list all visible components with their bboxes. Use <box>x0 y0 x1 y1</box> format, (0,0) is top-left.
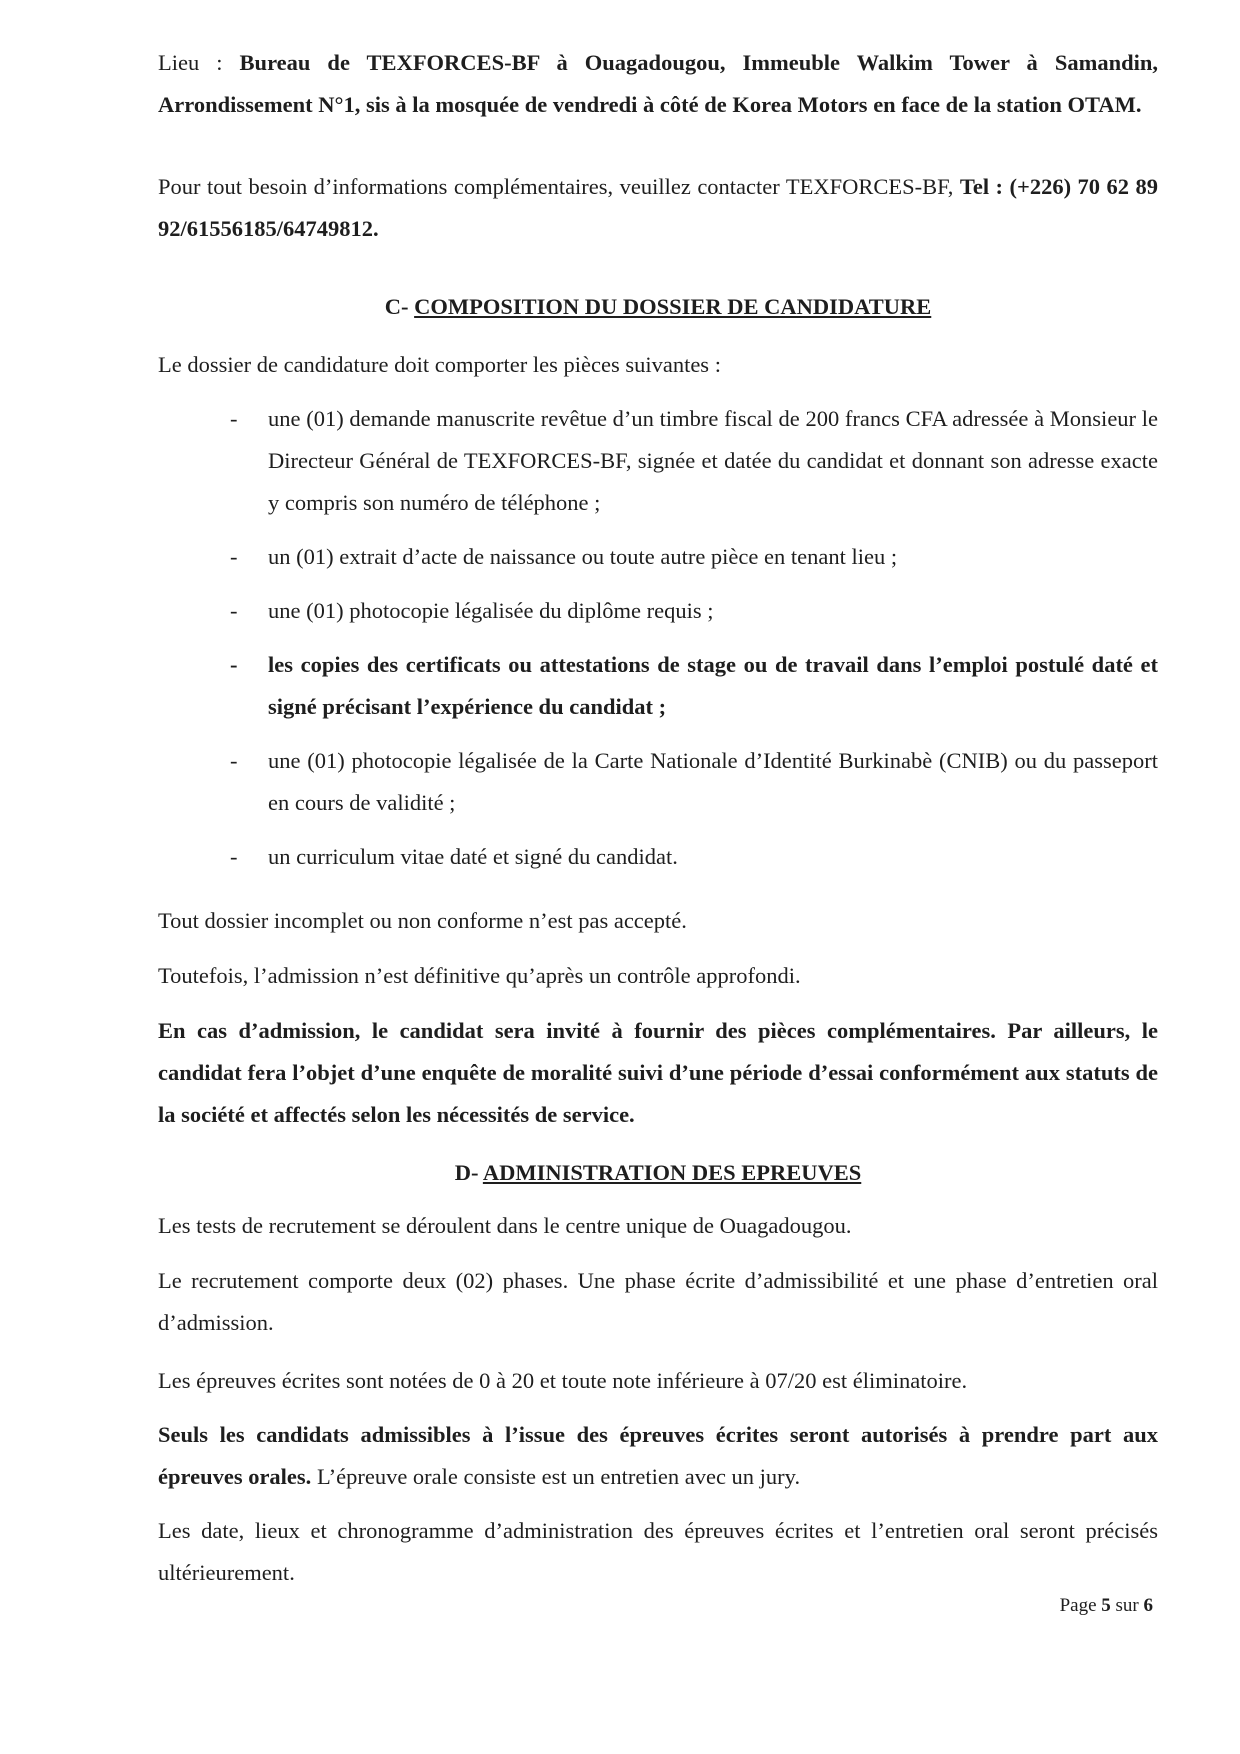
list-dash: - <box>230 598 238 623</box>
notes-paragraph: Les épreuves écrites sont notées de 0 à 20 et toute note inférieure à 07/20 est éliminatoire. <box>158 1368 968 1393</box>
list-item-text: une (01) photocopie légalisée de la Carte Nationale d’Identité Burkinabè (CNIB) ou du passeport en cours de validité ; <box>268 748 1158 815</box>
page-label: Page <box>1059 1595 1102 1616</box>
section-c-intro: Le dossier de candidature doit comporter les pièces suivantes : <box>158 352 721 377</box>
dates-paragraph: Les date, lieux et chronogramme d’administration des épreuves écrites et l’entretien oral seront précisés ultérieurement. <box>158 1518 1158 1585</box>
list-dash: - <box>230 748 238 773</box>
list-item-text: une (01) photocopie légalisée du diplôme requis ; <box>268 598 714 623</box>
list-dash: - <box>230 406 238 431</box>
list-item <box>158 536 1158 578</box>
section-c-heading <box>158 286 1158 328</box>
list-item <box>158 590 1158 632</box>
oral-rest-text: L’épreuve orale consiste est un entretien avec un jury. <box>311 1464 801 1489</box>
list-dash: - <box>230 844 238 869</box>
lieu-label: Lieu : <box>158 50 240 75</box>
list-item-text: un curriculum vitae daté et signé du candidat. <box>268 844 678 869</box>
section-c-title: COMPOSITION DU DOSSIER DE CANDIDATURE <box>414 294 932 319</box>
section-d-title: ADMINISTRATION DES EPREUVES <box>482 1160 862 1185</box>
contact-text: Pour tout besoin d’informations complémentaires, veuillez contacter TEXFORCES-BF, <box>158 174 960 199</box>
page-number <box>1060 1594 1153 1618</box>
phases-paragraph: Le recrutement comporte deux (02) phases. Une phase écrite d’admissibilité et une phase d’entretien oral d’admission. <box>158 1268 1158 1335</box>
page-total: 6 <box>1143 1595 1153 1616</box>
list-item <box>158 740 1158 824</box>
admission-paragraph: En cas d’admission, le candidat sera invité à fournir des pièces complémentaires. Par ailleurs, le candidat fera l’objet d’une enquête de moralité suivi d’une période d’essai conformément aux statuts de la société et affectés selon les nécessités de service. <box>158 1018 1158 1127</box>
lieu-text: Bureau de TEXFORCES-BF à Ouagadougou, Immeuble Walkim Tower à Samandin, Arrondissement N°1, sis à la mosquée de vendredi à côté de Korea Motors en face de la station OTAM. <box>158 50 1159 117</box>
contact-tel: Tel : (+226) 70 62 89 92/61556185/64749812. <box>158 174 1158 241</box>
section-d-heading <box>158 1152 1158 1194</box>
oral-paragraph <box>158 1414 1158 1498</box>
list-dash: - <box>230 652 238 677</box>
list-dash: - <box>230 544 238 569</box>
contact-paragraph <box>158 166 1158 250</box>
list-item <box>158 398 1158 524</box>
toutefois-paragraph: Toutefois, l’admission n’est définitive qu’après un contrôle approfondi. <box>158 963 801 988</box>
incomplet-paragraph: Tout dossier incomplet ou non conforme n’est pas accepté. <box>158 908 687 933</box>
oral-bold-text: Seuls les candidats admissibles à l’issue des épreuves écrites seront autorisés à prendre part aux épreuves orales. <box>158 1422 1158 1489</box>
page-sur: sur <box>1110 1595 1144 1616</box>
tests-paragraph: Les tests de recrutement se déroulent dans le centre unique de Ouagadougou. <box>158 1213 852 1238</box>
list-item-text: une (01) demande manuscrite revêtue d’un timbre fiscal de 200 francs CFA adressée à Monsieur le Directeur Général de TEXFORCES-BF, signée et datée du candidat et donnant son adresse exacte y compris son numéro de téléphone ; <box>268 406 1158 515</box>
pieces-list <box>158 398 1158 878</box>
section-c-prefix: C- <box>384 294 415 319</box>
list-item-text: un (01) extrait d’acte de naissance ou toute autre pièce en tenant lieu ; <box>268 544 898 569</box>
list-item-text: les copies des certificats ou attestations de stage ou de travail dans l’emploi postulé daté et signé précisant l’expérience du candidat ; <box>268 652 1158 719</box>
lieu-paragraph <box>158 42 1158 126</box>
section-d-prefix: D- <box>454 1160 483 1185</box>
list-item <box>158 644 1158 728</box>
list-item <box>158 836 1158 878</box>
page-current: 5 <box>1101 1595 1111 1616</box>
